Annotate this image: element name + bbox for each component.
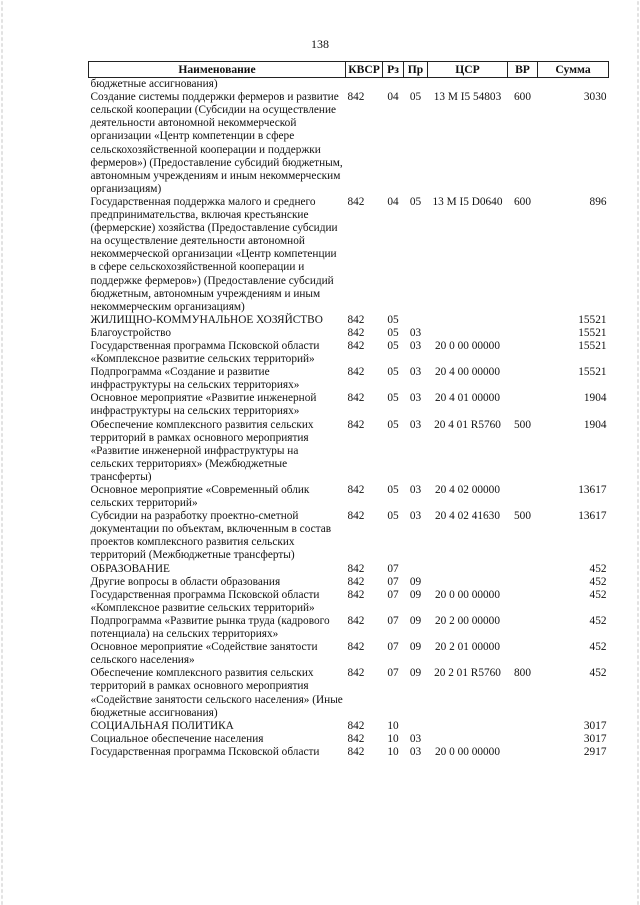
cell-rz: 10 — [387, 732, 399, 745]
scan-edge-left — [1, 0, 3, 905]
table-row — [89, 510, 609, 562]
cell-csr: 13 М I5 54803 — [433, 91, 502, 104]
cell-pr — [404, 314, 428, 327]
cell-rz — [383, 78, 404, 92]
budget-table — [88, 61, 609, 759]
cell-kvsr: 842 — [347, 614, 365, 627]
cell-rz: 04 — [387, 91, 399, 104]
cell-name: Государственная программа Псковской области — [90, 745, 320, 758]
cell-pr: 03 — [409, 392, 422, 405]
cell-vr — [508, 563, 538, 576]
cell-csr: 20 4 02 00000 — [435, 484, 500, 496]
cell-kvsr — [346, 78, 383, 92]
table-row — [89, 641, 609, 667]
cell-pr: 03 — [409, 366, 422, 379]
cell-name: Подпрограмма «Создание и развитие инфраструктуры на сельских территориях» — [90, 366, 300, 392]
cell-rz: 07 — [387, 667, 399, 680]
cell-sum: 13617 — [578, 510, 607, 523]
cell-vr — [508, 314, 538, 327]
header-pr: Пр — [404, 62, 428, 78]
cell-csr: 20 0 00 00000 — [435, 588, 500, 601]
cell-csr: 20 4 00 00000 — [435, 366, 500, 379]
cell-sum: 452 — [589, 575, 607, 588]
cell-pr — [404, 720, 428, 733]
cell-rz: 05 — [387, 339, 399, 352]
cell-pr: 03 — [409, 326, 422, 339]
scan-edge-right — [637, 0, 639, 905]
table-row — [89, 589, 609, 615]
cell-vr — [508, 746, 538, 759]
cell-rz: 07 — [387, 562, 399, 575]
cell-vr — [508, 392, 538, 418]
cell-vr: 600 — [514, 195, 531, 208]
cell-kvsr: 842 — [347, 510, 365, 523]
cell-kvsr: 842 — [347, 732, 365, 745]
cell-name: Обеспечение комплексного развития сельских территорий в рамках основного мероприятия «Содействие занятости сельского населения» (Иные бюджетные ассигнования) — [90, 667, 343, 719]
cell-pr — [404, 78, 428, 92]
cell-pr: 03 — [409, 510, 422, 523]
cell-csr — [428, 563, 508, 576]
cell-vr: 500 — [514, 418, 531, 431]
table-row — [89, 720, 609, 733]
cell-kvsr: 842 — [347, 641, 365, 654]
table-row — [89, 667, 609, 719]
cell-kvsr: 842 — [347, 484, 365, 496]
cell-sum: 3017 — [583, 719, 607, 732]
cell-rz: 07 — [387, 588, 399, 601]
cell-kvsr: 842 — [347, 562, 365, 575]
cell-kvsr: 842 — [347, 745, 365, 758]
cell-rz: 04 — [387, 195, 399, 208]
cell-vr — [508, 720, 538, 733]
cell-name: Подпрограмма «Развитие рынка труда (кадрового потенциала) на сельских территориях» — [90, 614, 330, 641]
cell-vr — [508, 366, 538, 392]
cell-sum: 452 — [589, 588, 607, 601]
cell-csr — [428, 720, 508, 733]
header-kvsr: КВСР — [346, 62, 383, 78]
cell-name: бюджетные ассигнования) — [90, 78, 218, 91]
table-row — [89, 340, 609, 366]
cell-kvsr: 842 — [347, 326, 365, 339]
header-rz: Рз — [383, 62, 404, 78]
cell-pr: 03 — [409, 732, 422, 745]
table-body — [89, 78, 609, 759]
cell-sum: 2917 — [583, 745, 607, 758]
cell-csr: 20 2 00 00000 — [435, 614, 500, 627]
cell-rz: 05 — [387, 484, 399, 496]
table-row — [89, 392, 609, 418]
cell-rz: 10 — [387, 719, 399, 732]
cell-name: Обеспечение комплексного развития сельских территорий в рамках основного мероприятия «Развитие инженерной инфраструктуры на сельских территориях» (Межбюджетные трансферты) — [90, 418, 314, 483]
table-row — [89, 366, 609, 392]
cell-kvsr: 842 — [347, 575, 365, 588]
cell-sum: 3017 — [583, 732, 607, 745]
cell-sum: 452 — [589, 641, 607, 654]
cell-sum: 1904 — [583, 392, 607, 405]
cell-sum: 452 — [589, 614, 607, 627]
table-row — [89, 78, 609, 92]
cell-rz: 10 — [387, 745, 399, 758]
cell-sum: 15521 — [578, 326, 607, 339]
table-row — [89, 419, 609, 484]
cell-name: Основное мероприятие «Современный облик сельских территорий» — [90, 484, 310, 510]
cell-sum: 1904 — [583, 418, 607, 431]
table-row — [89, 733, 609, 746]
cell-sum: 452 — [589, 667, 607, 680]
cell-name: Основное мероприятие «Развитие инженерной инфраструктуры на сельских территориях» — [90, 392, 317, 418]
table-row — [89, 91, 609, 196]
cell-kvsr: 842 — [347, 667, 365, 680]
cell-name: Государственная поддержка малого и среднего предпринимательства, включая крестьянские (фермерские) хозяйства (Предоставление субсидии на осуществление деятельности автономной некоммерческой организации «Центр компетенции в сфере сельскохозяйственной кооперации и поддержке фермеров») (Предоставление субсидий бюджетным, автономным учреждениям и иным некоммерческим организациям) — [90, 195, 338, 313]
cell-rz: 05 — [387, 510, 399, 523]
cell-vr — [508, 484, 538, 510]
cell-vr — [508, 641, 538, 667]
cell-name: Создание системы поддержки фермеров и развитие сельской кооперации (Субсидии на осуществление деятельности автономной некоммерческой организации «Центр компетенции в сфере сельскохозяйственной кооперации и поддержки фермеров») (Предоставление субсидий бюджетным, автономным учреждениям и иным некоммерческим организациям) — [90, 91, 343, 195]
cell-kvsr: 842 — [347, 392, 365, 405]
cell-csr: 20 2 01 R5760 — [434, 667, 501, 680]
cell-name: Благоустройство — [90, 326, 171, 339]
cell-csr: 20 4 01 00000 — [435, 392, 500, 405]
cell-csr: 20 0 00 00000 — [435, 745, 500, 758]
cell-csr: 20 4 02 41630 — [435, 510, 500, 523]
cell-pr: 03 — [409, 745, 422, 758]
cell-csr: 20 0 00 00000 — [435, 339, 500, 352]
cell-pr: 09 — [409, 588, 422, 601]
table-row — [89, 746, 609, 759]
cell-name: Государственная программа Псковской области «Комплексное развитие сельских территорий» — [90, 588, 320, 614]
cell-name: ЖИЛИЩНО-КОММУНАЛЬНОЕ ХОЗЯЙСТВО — [90, 313, 323, 326]
header-sum: Сумма — [538, 62, 609, 78]
cell-vr — [508, 340, 538, 366]
table-row — [89, 314, 609, 327]
cell-vr: 800 — [514, 667, 531, 680]
cell-pr — [404, 563, 428, 576]
cell-rz: 05 — [387, 326, 399, 339]
cell-name: Государственная программа Псковской области «Комплексное развитие сельских территорий» — [90, 339, 320, 366]
table-row — [89, 563, 609, 576]
cell-rz: 05 — [387, 392, 399, 405]
table-row — [89, 196, 609, 314]
table-row — [89, 484, 609, 510]
cell-kvsr: 842 — [347, 339, 365, 352]
header-name: Наименование — [89, 62, 346, 78]
cell-kvsr: 842 — [347, 195, 365, 208]
cell-name: Другие вопросы в области образования — [90, 575, 281, 588]
cell-csr: 13 М I5 D0640 — [432, 195, 503, 208]
cell-csr — [428, 78, 508, 92]
cell-name: СОЦИАЛЬНАЯ ПОЛИТИКА — [90, 719, 234, 732]
cell-sum: 15521 — [578, 366, 607, 379]
cell-vr — [508, 615, 538, 641]
cell-pr: 03 — [409, 418, 422, 431]
cell-kvsr: 842 — [347, 91, 365, 104]
cell-sum: 452 — [589, 562, 607, 575]
header-vr: ВР — [508, 62, 538, 78]
cell-pr: 09 — [409, 614, 422, 627]
cell-sum: 13617 — [578, 484, 607, 496]
header-csr: ЦСР — [428, 62, 508, 78]
cell-pr: 03 — [409, 484, 422, 496]
cell-pr: 03 — [409, 339, 422, 352]
cell-vr: 600 — [514, 91, 531, 104]
cell-sum — [538, 78, 609, 92]
page-number: 138 — [311, 37, 329, 51]
table-row — [89, 615, 609, 641]
cell-rz: 05 — [387, 313, 399, 326]
cell-csr: 20 2 01 00000 — [435, 641, 500, 654]
cell-csr — [428, 314, 508, 327]
cell-vr — [508, 733, 538, 746]
cell-csr — [428, 576, 508, 589]
cell-sum: 15521 — [578, 339, 607, 352]
cell-name: Социальное обеспечение населения — [90, 732, 264, 745]
cell-sum: 3030 — [583, 91, 607, 104]
cell-pr: 09 — [409, 575, 422, 588]
cell-pr: 05 — [409, 91, 422, 104]
cell-sum: 15521 — [578, 313, 607, 326]
cell-vr — [508, 78, 538, 92]
cell-csr — [428, 327, 508, 340]
cell-pr: 09 — [409, 641, 422, 654]
table-row — [89, 327, 609, 340]
cell-vr — [508, 327, 538, 340]
table-header-row — [89, 62, 609, 78]
cell-kvsr: 842 — [347, 719, 365, 732]
cell-csr: 20 4 01 R5760 — [434, 418, 501, 431]
cell-kvsr: 842 — [347, 313, 365, 326]
cell-rz: 05 — [387, 366, 399, 379]
cell-rz: 05 — [387, 418, 399, 431]
cell-pr: 05 — [409, 195, 422, 208]
cell-kvsr: 842 — [347, 418, 365, 431]
cell-rz: 07 — [387, 641, 399, 654]
cell-pr: 09 — [409, 667, 422, 680]
cell-vr: 500 — [514, 510, 531, 523]
table-row — [89, 576, 609, 589]
cell-kvsr: 842 — [347, 588, 365, 601]
cell-kvsr: 842 — [347, 366, 365, 379]
cell-csr — [428, 733, 508, 746]
cell-sum: 896 — [589, 195, 607, 208]
cell-vr — [508, 589, 538, 615]
cell-rz: 07 — [387, 614, 399, 627]
cell-name: ОБРАЗОВАНИЕ — [90, 562, 170, 575]
cell-name: Субсидии на разработку проектно-сметной документации по объектам, включенным в состав проектов комплексного развития сельских территорий (Межбюджетные трансферты) — [90, 510, 332, 562]
cell-vr — [508, 576, 538, 589]
cell-rz: 07 — [387, 575, 399, 588]
cell-name: Основное мероприятие «Содействие занятости сельского населения» — [90, 641, 318, 667]
